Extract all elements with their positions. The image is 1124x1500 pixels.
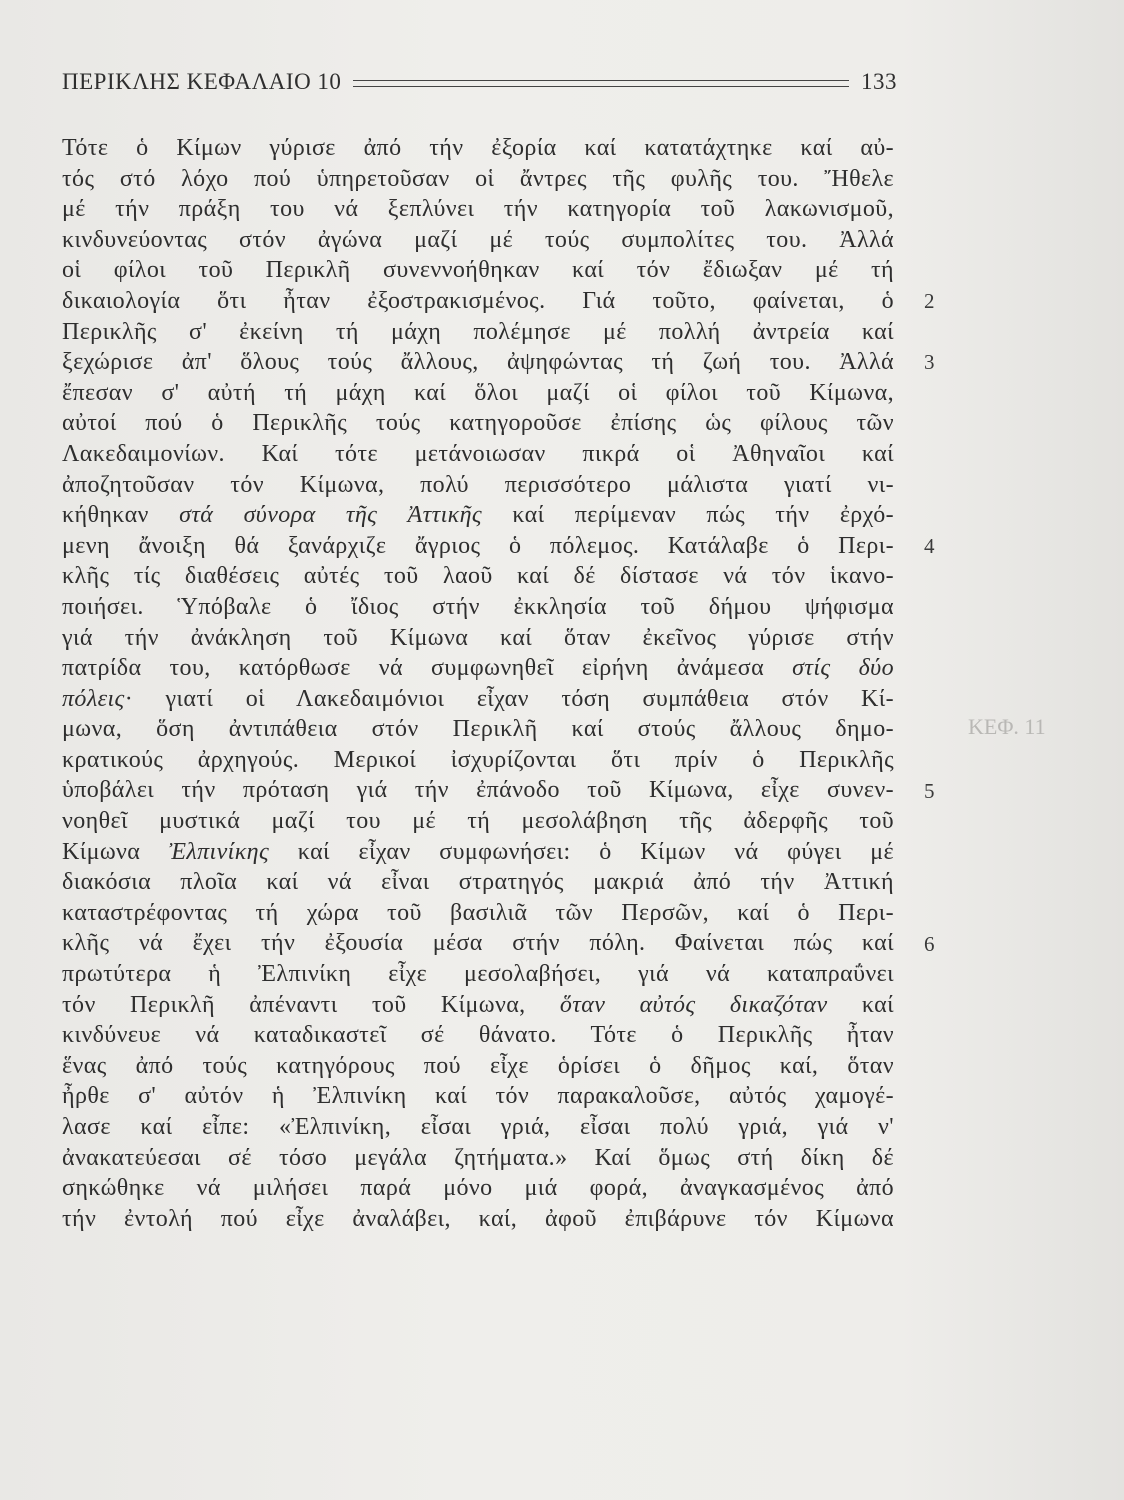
text-line: [62, 194, 894, 225]
text-run: Κίμωνα: [62, 838, 169, 865]
italic-text: ὅταν αὐτός δικαζόταν: [559, 991, 828, 1018]
text-line: [62, 225, 894, 256]
text-run: ἀποζητοῦσαν τόν Κίμωνα, πολύ περισσότερο μάλιστα γιατί νι-: [62, 471, 894, 498]
text-run: πατρίδα του, κατόρθωσε νά συμφωνηθεῖ εἰρήνη ἀνάμεσα: [62, 655, 793, 682]
text-run: διακόσια πλοῖα καί νά εἶναι στρατηγός μακριά ἀπό τήν Ἀττική: [62, 869, 894, 896]
text-run: πρωτύτερα ἡ Ἐλπινίκη εἶχε μεσολαβήσει, γιά νά καταπραΰνει: [62, 961, 894, 988]
text-line: [62, 408, 894, 439]
text-line: [62, 806, 894, 837]
text-line: [62, 470, 894, 501]
paragraph-number: 4: [924, 533, 935, 558]
chapter-title: ΠΕΡΙΚΛΗΣ ΚΕΦΑΛΑΙΟ 10: [62, 69, 342, 94]
text-line: [62, 684, 894, 715]
text-run: νοηθεῖ μυστικά μαζί του μέ τή μεσολάβηση τῆς ἀδερφῆς τοῦ: [62, 808, 894, 835]
text-run: κινδύνευε νά καταδικαστεῖ σέ θάνατο. Τότε ὁ Περικλῆς ἦταν: [62, 1022, 894, 1049]
text-run: κήθηκαν: [62, 502, 180, 529]
text-line: [62, 347, 894, 378]
text-line: [62, 317, 894, 348]
text-line: [62, 867, 894, 898]
text-run: καί εἶχαν συμφωνήσει: ὁ Κίμων νά φύγει μέ: [269, 838, 894, 865]
text-run: κλῆς νά ἔχει τήν ἐξουσία μέσα στήν πόλη. Φαίνεται πώς καί: [62, 930, 894, 957]
text-run: · γιατί οἱ Λακεδαιμόνιοι εἶχαν τόση συμπάθεια στόν Κί-: [124, 685, 894, 712]
text-line: [62, 592, 894, 623]
text-line: [62, 1143, 894, 1174]
text-run: αὐτοί πού ὁ Περικλῆς τούς κατηγοροῦσε ἐπίσης ὡς φίλους τῶν: [62, 410, 894, 437]
text-line: [62, 1081, 894, 1112]
text-line: [62, 990, 894, 1021]
text-run: ἦρθε σ' αὐτόν ἡ Ἐλπινίκη καί τόν παρακαλοῦσε, αὐτός χαμογέ-: [62, 1083, 894, 1110]
text-run: ἕνας ἀπό τούς κατηγόρους πού εἶχε ὁρίσει ὁ δῆμος καί, ὅταν: [62, 1052, 894, 1079]
text-run: κλῆς τίς διαθέσεις αὐτές τοῦ λαοῦ καί δέ δίστασε νά τόν ἱκανο-: [62, 563, 894, 590]
text-line: [62, 133, 894, 164]
italic-text: Ἐλπινίκης: [168, 838, 270, 865]
text-line: [62, 1173, 894, 1204]
text-run: Λακεδαιμονίων. Καί τότε μετάνοιωσαν πικρά οἱ Ἀθηναῖοι καί: [62, 440, 894, 467]
text-line: [62, 255, 894, 286]
text-run: δικαιολογία ὅτι ἦταν ἐξοστρακισμένος. Γιά τοῦτο, φαίνεται, ὁ: [62, 287, 894, 314]
text-run: ξεχώρισε ἀπ' ὅλους τούς ἄλλους, ἀψηφώντας τή ζωή του. Ἀλλά: [62, 349, 894, 376]
text-run: τόν Περικλῆ ἀπέναντι τοῦ Κίμωνα,: [62, 991, 560, 1018]
italic-text: στά σύνορα τῆς Ἀττικῆς: [179, 502, 483, 529]
text-run: μέ τήν πράξη του νά ξεπλύνει τήν κατηγορία τοῦ λακωνισμοῦ,: [62, 196, 894, 223]
text-run: μενη ἄνοιξη θά ξανάρχιζε ἄγριος ὁ πόλεμος. Κατάλαβε ὁ Περι-: [62, 532, 894, 559]
text-run: ἀνακατεύεσαι σέ τόσο μεγάλα ζητήματα.» Καί ὅμως στή δίκη δέ: [62, 1144, 894, 1171]
text-line: [62, 286, 894, 317]
text-line: [62, 1112, 894, 1143]
text-line: [62, 898, 894, 929]
text-run: κρατικούς ἀρχηγούς. Μερικοί ἰσχυρίζονται ὅτι πρίν ὁ Περικλῆς: [62, 746, 894, 773]
text-line: [62, 1020, 894, 1051]
paragraph-number: 6: [924, 931, 935, 956]
italic-text: πόλεις: [62, 685, 125, 712]
text-line: [62, 378, 894, 409]
text-run: καί περίμεναν πώς τήν ἐρχό-: [482, 502, 894, 529]
text-line: [62, 928, 894, 959]
text-line: [62, 1204, 894, 1235]
text-run: Περικλῆς σ' ἐκείνη τή μάχη πολέμησε μέ πολλή ἀντρεία καί: [62, 318, 894, 345]
paragraph-number: 5: [924, 778, 935, 803]
text-run: μωνα, ὅση ἀντιπάθεια στόν Περικλῆ καί στούς ἄλλους δημο-: [62, 716, 894, 743]
text-line: [62, 1051, 894, 1082]
text-run: ποιήσει. Ὑπόβαλε ὁ ἴδιος στήν ἐκκλησία τοῦ δήμου ψήφισμα: [62, 593, 894, 620]
text-run: καταστρέφοντας τή χώρα τοῦ βασιλιᾶ τῶν Περσῶν, καί ὁ Περι-: [62, 899, 894, 926]
text-run: σηκώθηκε νά μιλήσει παρά μόνο μιά φορά, ἀναγκασμένος ἀπό: [62, 1175, 894, 1202]
text-line: [62, 561, 894, 592]
text-run: οἱ φίλοι τοῦ Περικλῆ συνεννοήθηκαν καί τόν ἔδιωξαν μέ τή: [62, 257, 894, 284]
paragraph-number: 3: [924, 350, 935, 375]
text-run: Τότε ὁ Κίμων γύρισε ἀπό τήν ἐξορία καί κατατάχτηκε καί αὐ-: [62, 135, 894, 161]
italic-text: στίς δύο: [792, 655, 894, 682]
text-line: [62, 959, 894, 990]
text-run: τήν ἐντολή πού εἶχε ἀναλάβει, καί, ἀφοῦ ἐπιβάρυνε τόν Κίμωνα: [62, 1205, 894, 1232]
text-line: [62, 775, 894, 806]
text-line: [62, 531, 894, 562]
text-line: [62, 745, 894, 776]
running-header: [62, 62, 897, 102]
text-run: ὑποβάλει τήν πρόταση γιά τήν ἐπάνοδο τοῦ Κίμωνα, εἶχε συνεν-: [62, 777, 894, 804]
text-line: [62, 623, 894, 654]
page-number: 133: [861, 69, 897, 94]
text-line: [62, 653, 894, 684]
paragraph-number: 2: [924, 289, 935, 313]
text-run: λασε καί εἶπε: «Ἐλπινίκη, εἶσαι γριά, εἶσαι πολύ γριά, γιά ν': [62, 1114, 894, 1140]
text-line: [62, 837, 894, 868]
text-line: [62, 164, 894, 195]
text-run: καί: [827, 991, 894, 1018]
text-line: [62, 439, 894, 470]
text-run: ἔπεσαν σ' αὐτή τή μάχη καί ὅλοι μαζί οἱ φίλοι τοῦ Κίμωνα,: [62, 379, 894, 406]
text-run: κινδυνεύοντας στόν ἀγώνα μαζί μέ τούς συμπολίτες του. Ἀλλά: [62, 226, 894, 253]
text-run: γιά τήν ἀνάκληση τοῦ Κίμωνα καί ὅταν ἐκεῖνος γύρισε στήν: [62, 624, 894, 651]
text-line: [62, 714, 894, 745]
bleed-through-text: ΚΕΦ. 11: [968, 714, 1046, 740]
text-run: τός στό λόχο πού ὑπηρετοῦσαν οἱ ἄντρες τῆς φυλῆς του. Ἤθελε: [62, 165, 894, 192]
header-double-rule: [353, 80, 849, 87]
text-line: [62, 500, 894, 531]
body-text: [62, 133, 894, 1234]
